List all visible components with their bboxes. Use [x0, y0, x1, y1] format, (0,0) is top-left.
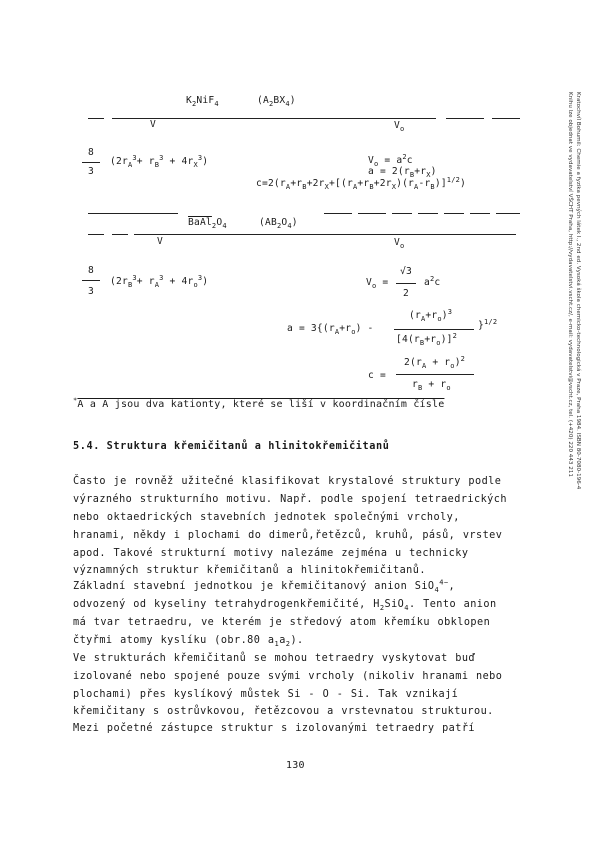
- body-line: křemičitany s ostrůvkovou, řetězcovou a vrstevnatou strukturou.: [73, 706, 494, 717]
- compound-k2nif4: $K_2NiF_4$: [186, 95, 219, 108]
- table-rule: [324, 213, 352, 214]
- side-note-line1: Kratochvíl Bohumil: Chemie a fyzika pevných látek I., 2nd ed. Vysoká škola chemicko-technologická v Praze, Praha 1984. ISBN 80-7080-196-4: [575, 92, 581, 490]
- fraction-bar: [396, 374, 474, 375]
- header-vo: $V_o$: [394, 120, 405, 133]
- c-fraction-denominator: $r_B + r_o$: [412, 379, 451, 392]
- body-line: Ve strukturách křemičitanů se mohou tetraedry vyskytovat buď: [73, 653, 476, 664]
- fraction-bar: [82, 162, 100, 163]
- table-rule: [496, 213, 520, 214]
- body-line: izolované nebo spojené pouze svými vrcholy (nikoliv hranami nebo: [73, 671, 503, 682]
- c-lhs: c =: [368, 370, 386, 381]
- table-rule: [444, 213, 464, 214]
- vo-lhs: $V_o$ =: [366, 277, 389, 290]
- body-line: významných struktur křemičitanů a hlinitokřemičitanů.: [73, 565, 426, 576]
- body-line: apod. Takové strukturní motivy nalezáme zejména u technicky: [73, 548, 469, 559]
- table-rule: [88, 213, 178, 214]
- fraction-bar: [394, 329, 474, 330]
- table-rule: [392, 213, 412, 214]
- a-equation: $a = 2(r_B+r_X)$: [368, 166, 437, 179]
- page-number: 130: [286, 760, 305, 771]
- a-fraction-denominator: $[4(r_B+r_o)]^2$: [396, 331, 458, 347]
- table-rule: [470, 213, 490, 214]
- vo-equation: $V_o = a^2c$: [368, 152, 413, 168]
- fraction-denominator: 3: [88, 286, 94, 297]
- table-rule: [418, 213, 438, 214]
- header-v: V: [157, 236, 163, 247]
- compound-type-a2bx4: $(A_2BX_4)$: [257, 95, 296, 108]
- body-line: výrazného strukturního motivu. Např. podle spojení tetraedrických: [73, 494, 507, 505]
- table-rule: [492, 118, 520, 119]
- fraction-bar: [396, 283, 416, 284]
- table-rule: [358, 213, 386, 214]
- a-fraction-numerator: $(r_A+r_o)^3$: [409, 307, 453, 323]
- table-footnote: *A a A jsou dva kationty, které se liší v koordinačním čísle: [73, 396, 445, 410]
- volume-expression: $(2r_A^3+ r_B^3 + 4r_X^3)$: [110, 153, 209, 169]
- body-line: Základní stavební jednotkou je křemičitanový anion SiO$_4^{4-}$,: [73, 578, 456, 595]
- body-line: Často je rovněž užitečné klasifikovat krystalové struktury podle: [73, 476, 502, 487]
- body-line: nebo oktaedrických stavebních jednotek společnými vrcholy,: [73, 512, 460, 523]
- fraction-numerator: 8: [88, 265, 94, 276]
- volume-expression: $(2r_B^3+ r_A^3 + 4r_o^3)$: [110, 273, 209, 289]
- c-equation: $c=2(r_A+r_B+2r_X+[(r_A+r_B+2r_X)(r_A-r_B)]^{1/2})$: [256, 175, 467, 191]
- table-rule: [134, 234, 516, 235]
- body-line: čtyřmi atomy kyslíku (obr.80 $a_1a_2$).: [73, 635, 304, 649]
- a-lhs: $a = 3\{(r_A+r_o)$ -: [287, 323, 374, 336]
- sqrt3-numerator: √3: [400, 266, 412, 277]
- a2c: $a^2c$: [424, 274, 441, 288]
- c-fraction-numerator: $2(r_A + r_o)^2$: [404, 354, 466, 370]
- table-rule: [88, 234, 104, 235]
- table-rule: [112, 118, 436, 119]
- header-vo: $V_o$: [394, 237, 405, 250]
- body-line: plochami) přes kyslíkový můstek Si - O - Si. Tak vznikají: [73, 689, 459, 700]
- body-line: hranami, někdy i plochami do dimerů,řetězců, kruhů, pásů, vrstev: [73, 530, 503, 541]
- table-rule: [88, 118, 104, 119]
- header-v: V: [150, 119, 156, 130]
- fraction-numerator: 8: [88, 147, 94, 158]
- two-denominator: 2: [403, 288, 409, 299]
- side-publication-note: [566, 92, 582, 489]
- section-heading: 5.4. Struktura křemičitanů a hlinitokřemičitanů: [73, 441, 390, 452]
- body-line: Mezi početné zástupce struktur s izolovanými tetraedry patří: [73, 723, 476, 734]
- body-line: odvozený od kyseliny tetrahydrogenkřemičité, $H_2SiO_4$. Tento anion: [73, 599, 497, 613]
- body-line: má tvar tetraedru, ve kterém je středový atom křemíku obklopen: [73, 617, 491, 628]
- fraction-denominator: 3: [88, 166, 94, 177]
- table-rule: [446, 118, 484, 119]
- a-close: }$^{1/2}$: [478, 317, 498, 331]
- compound-type-ab2o4: $(AB_2O_4)$: [259, 217, 298, 230]
- fraction-bar: [82, 280, 100, 281]
- compound-baal2o4: $BaAl_2O_4$: [188, 217, 227, 230]
- table-rule: [112, 234, 128, 235]
- side-note-line2: Knihu lze objednat ve vydavatelství VŠCHT Praha, http://vydavatelstvi.vscht.cz/, e-mail: vydavatelstvi@vscht.cz, tel. (+420) 220 443 211: [567, 92, 573, 477]
